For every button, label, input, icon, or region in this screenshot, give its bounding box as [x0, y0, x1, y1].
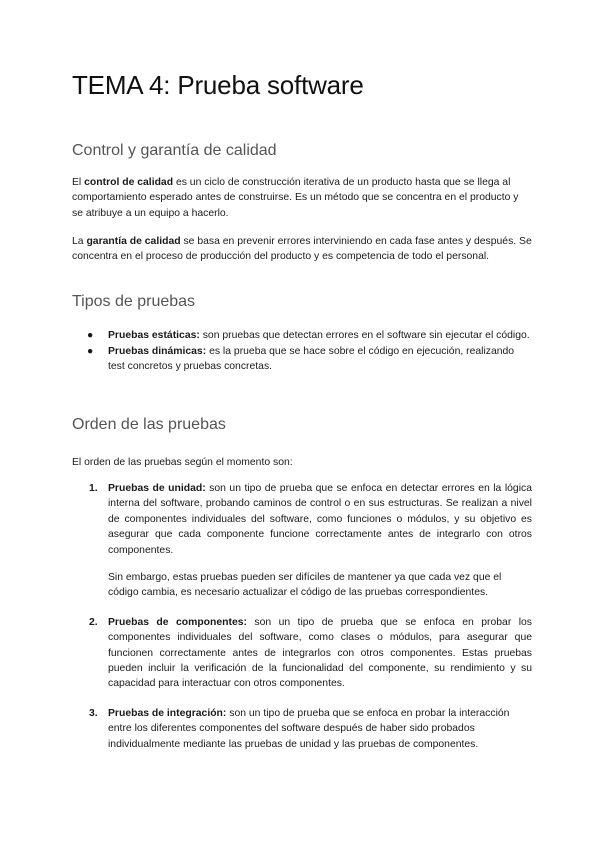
- paragraph-orden-intro: El orden de las pruebas según el momento son:: [72, 457, 293, 468]
- list-number: 1.: [89, 483, 98, 494]
- list-item: [72, 344, 532, 374]
- section-heading-orden: Orden de las pruebas: [72, 416, 226, 433]
- bullet-list-tipos: [72, 328, 532, 375]
- list-number: 2.: [89, 616, 98, 628]
- list-item-term: Pruebas de integración:: [108, 707, 227, 719]
- list-item-pruebas-integracion: [72, 706, 532, 752]
- list-item-term: Pruebas estáticas:: [108, 330, 200, 341]
- term-control-de-calidad: control de calidad: [84, 177, 174, 188]
- paragraph-control-de-calidad: [72, 175, 532, 221]
- list-item-extra: Sin embargo, estas pruebas pueden ser difíciles de mantener ya que cada vez que el código cambia, es necesario actualizar el código de las pruebas correspondientes.: [108, 572, 502, 599]
- list-item-pruebas-componentes: [72, 615, 532, 692]
- numbered-list-orden: [72, 481, 532, 752]
- term-garantia-de-calidad: garantía de calidad: [86, 236, 181, 247]
- bullet-icon: ●: [87, 330, 94, 341]
- list-item-body: [108, 481, 532, 558]
- list-item-text: son un tipo de prueba que se enfoca en probar la interacción entre los diferentes componentes del software después de haber sido probados individualmente mediante las pruebas de unidad y las pruebas de componentes.: [108, 707, 510, 750]
- list-item-text: son pruebas que detectan errores en el software sin ejecutar el código.: [199, 330, 530, 341]
- list-item-pruebas-unidad: [72, 481, 532, 601]
- section-heading-control: Control y garantía de calidad: [72, 142, 277, 159]
- list-item-term: Pruebas dinámicas:: [108, 346, 207, 357]
- page-title: TEMA 4: Prueba software: [72, 70, 364, 100]
- paragraph-garantia-de-calidad: [72, 234, 532, 265]
- list-number: 3.: [89, 707, 98, 719]
- list-item-text: es la prueba que se hace sobre el código en ejecución, realizando test concretos y pruebas concretas.: [108, 346, 515, 372]
- list-item-body: [108, 706, 532, 752]
- section-heading-tipos: Tipos de pruebas: [72, 293, 196, 310]
- list-item-text: son un tipo de prueba que se enfoca en probar los componentes individuales del software, como clases o módulos, para asegurar que funcionen correctamente antes de integrarlos con otros componentes. Estas pruebas pueden incluir la verificación de la funcionalidad del componente, su rendimiento y su capacidad para interactuar con otros componentes.: [108, 616, 532, 690]
- text: es un ciclo de construcción iterativa de un producto hasta que se llega al comportamiento esperado antes de construirse. Es un método que se concentra en el producto y se atribuye a un equipo a hacerlo.: [72, 177, 519, 219]
- list-item-body: [108, 615, 532, 692]
- list-item: [72, 328, 532, 343]
- bullet-icon: ●: [87, 346, 94, 357]
- text: La: [72, 236, 87, 247]
- list-item-term: Pruebas de unidad:: [108, 483, 206, 494]
- text: se basa en prevenir errores interviniendo en cada fase antes y después. Se concentra en el proceso de producción del producto y es competencia de todo el personal.: [72, 236, 532, 263]
- text: El: [72, 177, 85, 188]
- list-item-text: son un tipo de prueba que se enfoca en detectar errores en la lógica interna del software, probando caminos de control o en sus estructuras. Se realizan a nivel de componentes individuales del software, como funciones o módulos, y su objetivo es asegurar que cada componente funcione correctamente antes de integrarlo con otros componentes.: [108, 483, 532, 556]
- list-item-term: Pruebas de componentes:: [108, 616, 247, 628]
